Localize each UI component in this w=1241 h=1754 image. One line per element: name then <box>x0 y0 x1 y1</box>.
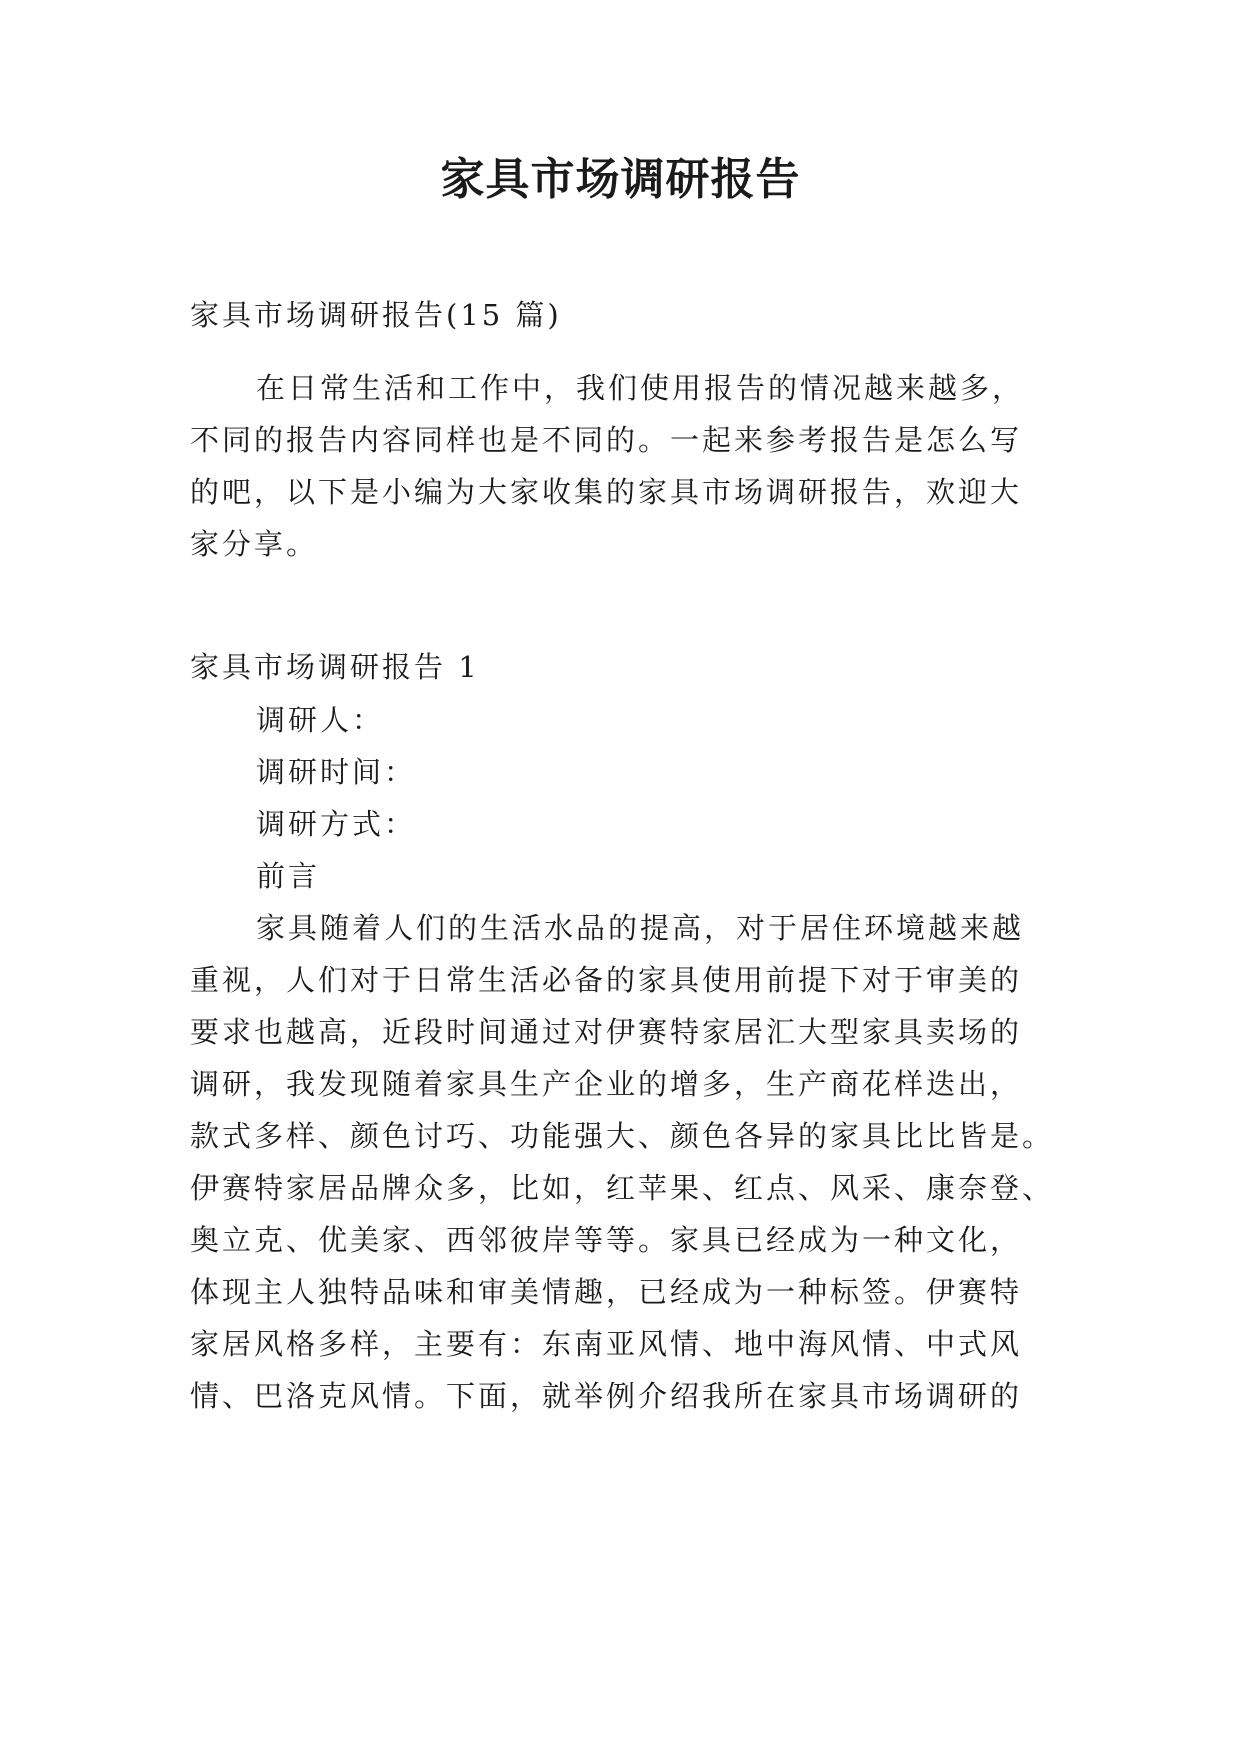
section-heading: 家具市场调研报告 1 <box>190 650 480 684</box>
body-line: 重视，人们对于日常生活必备的家具使用前提下对于审美的 <box>190 963 1023 997</box>
intro-line: 家分享。 <box>190 527 319 561</box>
body-line: 要求也越高，近段时间通过对伊赛特家居汇大型家具卖场的 <box>190 1015 1023 1049</box>
field-researcher: 调研人： <box>256 703 385 737</box>
intro-line: 不同的报告内容同样也是不同的。一起来参考报告是怎么写 <box>190 423 1023 457</box>
body-line: 家居风格多样，主要有：东南亚风情、地中海风情、中式风 <box>190 1327 1023 1361</box>
body-line: 家具随着人们的生活水品的提高，对于居住环境越来越 <box>256 911 1025 945</box>
document-title: 家具市场调研报告 <box>440 154 801 205</box>
intro-line: 的吧，以下是小编为大家收集的家具市场调研报告，欢迎大 <box>190 475 1023 509</box>
preface-heading: 前言 <box>256 859 321 893</box>
body-line: 奥立克、优美家、西邻彼岸等等。家具已经成为一种文化， <box>190 1223 1023 1257</box>
body-line: 体现主人独特品味和审美情趣，已经成为一种标签。伊赛特 <box>190 1275 1023 1309</box>
field-research-time: 调研时间： <box>256 755 417 789</box>
field-research-method: 调研方式： <box>256 807 417 841</box>
document-subtitle: 家具市场调研报告(15 篇) <box>190 298 562 332</box>
body-line: 伊赛特家居品牌众多，比如，红苹果、红点、风采、康奈登、 <box>190 1171 1055 1205</box>
body-line: 调研，我发现随着家具生产企业的增多，生产商花样迭出， <box>190 1067 1023 1101</box>
body-line: 情、巴洛克风情。下面，就举例介绍我所在家具市场调研的 <box>190 1379 1023 1413</box>
intro-line: 在日常生活和工作中，我们使用报告的情况越来越多， <box>256 371 1025 405</box>
body-line: 款式多样、颜色讨巧、功能强大、颜色各异的家具比比皆是。 <box>190 1119 1055 1153</box>
